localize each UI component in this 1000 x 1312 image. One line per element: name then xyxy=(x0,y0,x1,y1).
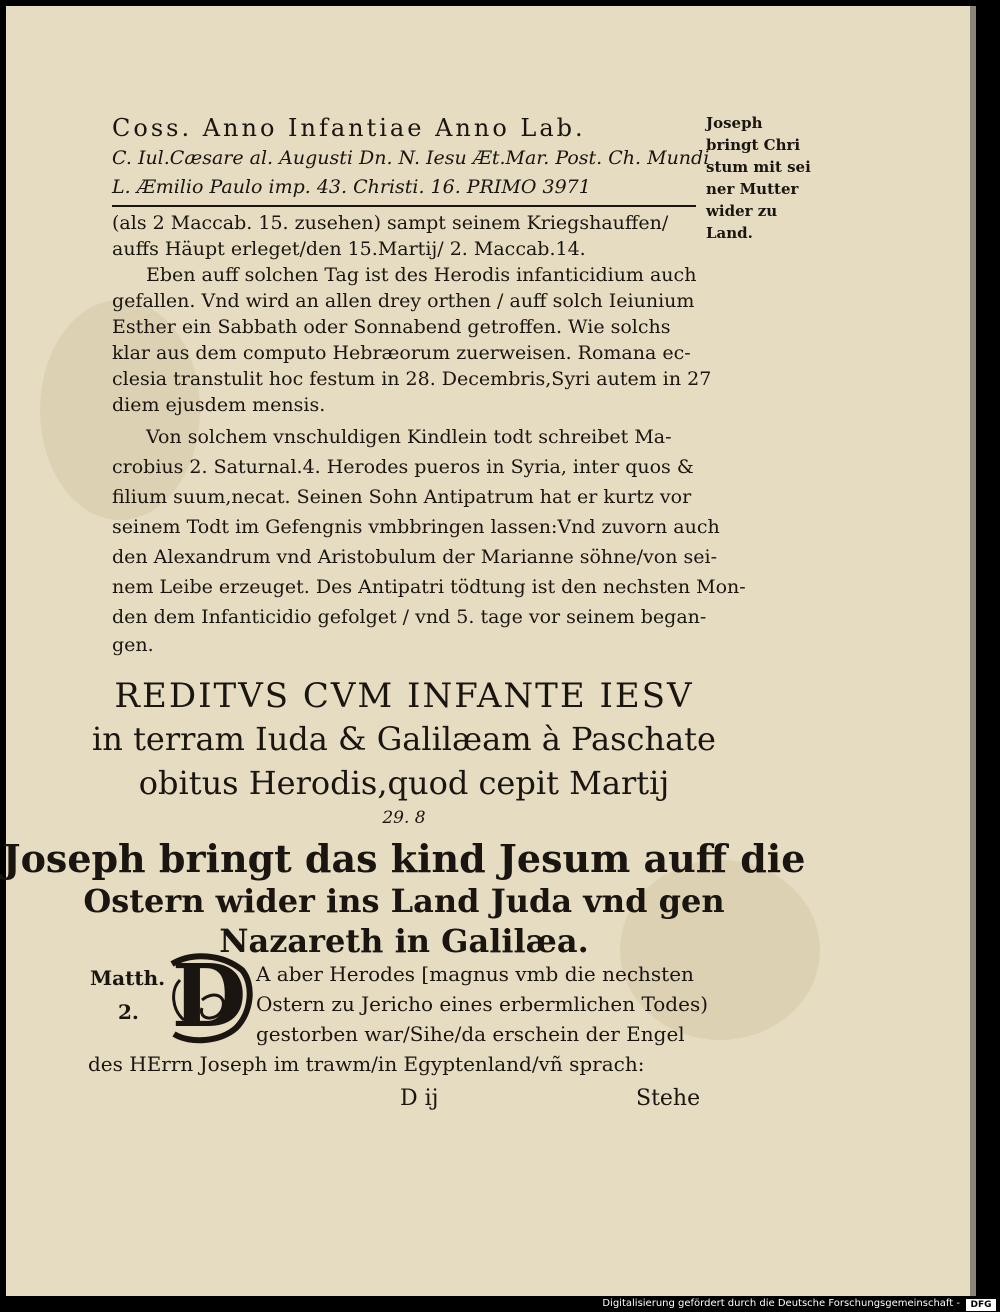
body-line: seinem Todt im Gefengnis vmbbringen lassen:Vnd zuvorn auch xyxy=(112,516,720,538)
margin-ref-book: Matth. xyxy=(90,966,166,990)
initial-letter: D xyxy=(171,946,247,1047)
dfg-logo: DFG xyxy=(966,1299,996,1311)
german-heading-line: Joseph bringt das kind Jesum auff die xyxy=(2,836,806,881)
digitization-credit: Digitalisierung gefördert durch die Deutsche Forschungsgemeinschaft - xyxy=(602,1298,960,1309)
paragraph-line: Ostern zu Jericho eines erbermlichen Todes) xyxy=(256,992,709,1016)
latin-heading-line: REDITVS CVM INFANTE IESV xyxy=(114,676,694,716)
header-row-2: C. Iul.Cæsare al. Augusti Dn. N. Iesu Æt.Mar. Post. Ch. Mundi xyxy=(112,147,710,169)
body-line: Esther ein Sabbath oder Sonnabend getroffen. Wie solchs xyxy=(112,316,671,338)
paragraph-line: gestorben war/Sihe/da erschein der Engel xyxy=(256,1022,685,1046)
margin-ref-chapter: 2. xyxy=(118,1000,139,1024)
latin-heading-line: obitus Herodis,quod cepit Martij xyxy=(138,764,670,802)
body-line: crobius 2. Saturnal.4. Herodes pueros in Syria, inter quos & xyxy=(112,456,694,478)
header-rule xyxy=(112,205,696,207)
side-note-line: wider zu xyxy=(706,202,778,220)
side-note-line: Joseph xyxy=(706,114,763,132)
body-line: diem ejusdem mensis. xyxy=(112,394,326,416)
latin-heading-date: 29. 8 xyxy=(382,808,426,828)
body-line: Eben auff solchen Tag ist des Herodis infanticidium auch xyxy=(146,264,697,286)
body-line: gen. xyxy=(112,634,154,656)
side-note-line: stum mit sei xyxy=(706,158,811,176)
body-line: Von solchem vnschuldigen Kindlein todt schreibet Ma- xyxy=(146,426,672,448)
body-line: clesia transtulit hoc festum in 28. Decembris,Syri autem in 27 xyxy=(112,368,712,390)
german-heading-line: Nazareth in Galilæa. xyxy=(219,922,589,960)
side-note-line: bringt Chri xyxy=(706,136,801,154)
body-line: den Alexandrum vnd Aristobulum der Marianne söhne/von sei- xyxy=(112,546,717,568)
body-line: nem Leibe erzeuget. Des Antipatri tödtung ist den nechsten Mon- xyxy=(112,576,746,598)
header-row-1: Coss. Anno Infantiae Anno Lab. xyxy=(112,114,586,142)
catchword: Stehe xyxy=(636,1086,701,1111)
german-heading-line: Ostern wider ins Land Juda vnd gen xyxy=(83,882,725,920)
body-line: den dem Infanticidio gefolget / vnd 5. tage vor seinem began- xyxy=(112,606,707,628)
latin-heading-line: in terram Iuda & Galilæam à Paschate xyxy=(92,720,716,758)
side-note xyxy=(706,112,826,244)
page-edge xyxy=(970,6,976,1296)
body-line: auffs Häupt erleget/den 15.Martij/ 2. Maccab.14. xyxy=(112,238,586,260)
side-note-line: Land. xyxy=(706,224,753,242)
signature-mark: D ij xyxy=(400,1086,439,1111)
body-line: klar aus dem computo Hebræorum zuerweisen. Romana ec- xyxy=(112,342,691,364)
header-row-3: L. Æmilio Paulo imp. 43. Christi. 16. PRIMO 3971 xyxy=(112,176,591,198)
body-line: gefallen. Vnd wird an allen drey orthen / auff solch Ieiunium xyxy=(112,290,695,312)
side-note-line: ner Mutter xyxy=(706,180,799,198)
body-line: filium suum,necat. Seinen Sohn Antipatrum hat er kurtz vor xyxy=(112,486,692,508)
body-line: (als 2 Maccab. 15. zusehen) sampt seinem Kriegshauffen/ xyxy=(112,212,669,234)
paragraph-line: des HErrn Joseph im trawm/in Egyptenland/vñ sprach: xyxy=(88,1052,645,1076)
paragraph-line: A aber Herodes [magnus vmb die nechsten xyxy=(256,962,694,986)
